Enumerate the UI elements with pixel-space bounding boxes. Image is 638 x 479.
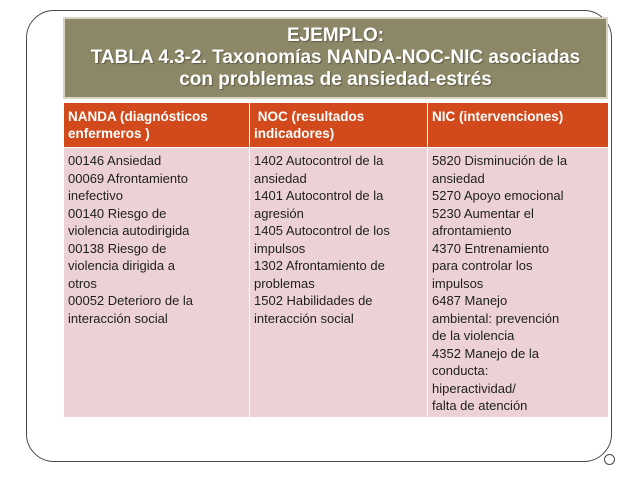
nanda-line: violencia autodirigida: [68, 223, 190, 238]
header-nanda-line: enfermeros ): [68, 126, 150, 141]
noc-line: 1402 Autocontrol de la: [254, 153, 384, 168]
nic-line: falta de atención: [432, 398, 528, 413]
nic-line: hiperactividad/: [432, 380, 516, 396]
nanda-line: otros: [68, 275, 97, 291]
nanda-line: 00138 Riesgo de: [68, 240, 167, 256]
noc-line: 1302 Afrontamiento de: [254, 258, 385, 273]
nanda-line: 00140 Riesgo de: [68, 205, 167, 221]
nic-line: impulsos: [432, 275, 484, 291]
header-nanda: [64, 103, 250, 148]
nic-line: para controlar los: [432, 258, 533, 273]
nic-line: 5270 Apoyo emocional: [432, 188, 564, 203]
noc-line: interacción social: [254, 310, 354, 326]
table-row: [64, 148, 609, 418]
taxonomy-table: [63, 102, 609, 418]
cell-nanda: [64, 148, 250, 418]
header-noc-line: indicadores): [254, 126, 335, 141]
nanda-line: 00069 Afrontamiento: [68, 170, 188, 186]
header-noc: [250, 103, 428, 148]
title-line-3: con problemas de ansiedad-estrés: [179, 69, 492, 90]
header-noc-line: NOC (resultados: [254, 109, 365, 124]
noc-line: 1401 Autocontrol de la: [254, 188, 384, 203]
nic-line: de la violencia: [432, 328, 515, 343]
nanda-line: violencia dirigida a: [68, 258, 175, 273]
header-nic-line: NIC (intervenciones): [432, 109, 564, 124]
table-header-row: [64, 103, 609, 148]
nic-line: 5820 Disminución de la: [432, 153, 568, 168]
noc-line: ansiedad: [254, 170, 307, 186]
nic-line: 4352 Manejo de la: [432, 345, 539, 361]
nic-line: ambiental: prevención: [432, 310, 560, 326]
noc-line: impulsos: [254, 240, 306, 256]
nanda-line: interacción social: [68, 310, 168, 326]
noc-line: 1502 Habilidades de: [254, 293, 373, 308]
header-nic: [428, 103, 609, 148]
nic-line: 6487 Manejo: [432, 293, 508, 308]
nic-line: afrontamiento: [432, 223, 512, 238]
nic-line: conducta:: [432, 363, 489, 378]
nic-line: ansiedad: [432, 170, 485, 186]
noc-line: 1405 Autocontrol de los: [254, 223, 390, 238]
nic-line: 4370 Entrenamiento: [432, 240, 550, 256]
title-line-2: TABLA 4.3-2. Taxonomías NANDA-NOC-NIC asociadas: [90, 47, 581, 68]
nanda-line: 00146 Ansiedad: [68, 153, 162, 168]
cell-noc: [250, 148, 428, 418]
header-nanda-line: NANDA (diagnósticos: [68, 109, 208, 124]
noc-line: agresión: [254, 205, 304, 221]
slide-corner-dot: [604, 454, 615, 465]
title-line-1: EJEMPLO:: [286, 25, 385, 46]
nic-line: 5230 Aumentar el: [432, 205, 534, 221]
noc-line: problemas: [254, 275, 315, 291]
nanda-line: 00052 Deterioro de la: [68, 293, 194, 308]
slide-title: [63, 17, 608, 99]
cell-nic: [428, 148, 609, 418]
nanda-line: inefectivo: [68, 188, 123, 203]
